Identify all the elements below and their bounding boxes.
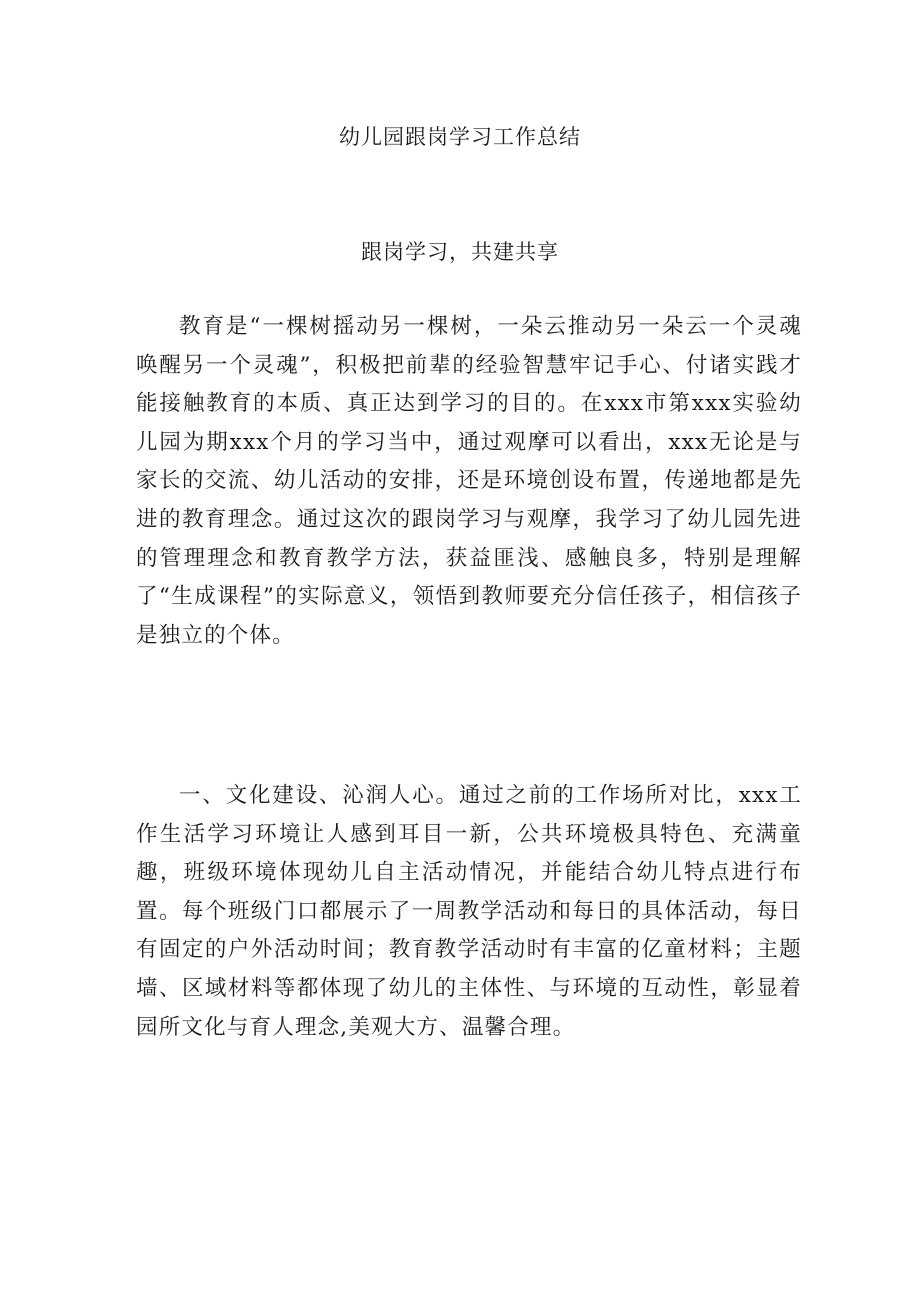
document-title: 幼儿园跟岗学习工作总结 — [339, 125, 581, 149]
body-paragraph-culture: 一、文化建设、沁润人心。通过之前的工作场所对比，xxx工作生活学习环境让人感到耳目一新，公共环境极具特色、充满童趣，班级环境体现幼儿自主活动情况，并能结合幼儿特点进行布置。每个班级门口都展示了一周教学活动和每日的具体活动，每日有固定的户外活动时间；教育教学活动时有丰富的亿童材料；主题墙、区域材料等都体现了幼儿的主体性、与环境的互动性，彰显着园所文化与育人理念,美观大方、温馨合理。 — [136, 783, 802, 1040]
document-subtitle: 跟岗学习，共建共享 — [361, 240, 559, 264]
body-paragraph-intro: 教育是“一棵树摇动另一棵树，一朵云推动另一朵云一个灵魂唤醒另一个灵魂”，积极把前辈的经验智慧牢记手心、付诸实践才能接触教育的本质、真正达到学习的目的。在xxx市第xxx实验幼儿园为期xxx个月的学习当中，通过观摩可以看出，xxx无论是与家长的交流、幼儿活动的安排，还是环境创设布置，传递地都是先进的教育理念。通过这次的跟岗学习与观摩，我学习了幼儿园先进的管理理念和教育教学方法，获益匪浅、感触良多，特别是理解了“生成课程”的实际意义，领悟到教师要充分信任孩子，相信孩子是独立的个体。 — [136, 314, 802, 648]
